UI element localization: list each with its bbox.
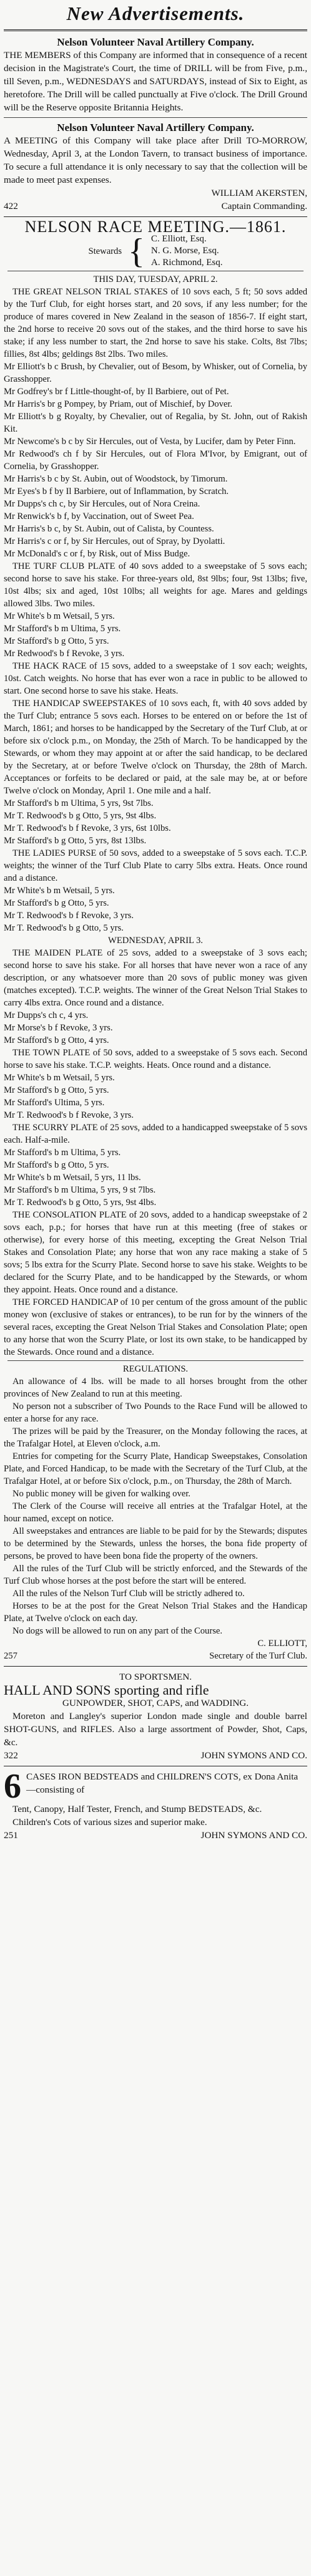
volunteer-notice-2 <box>0 120 311 214</box>
regulations-sig-title: Secretary of the Turf Club. <box>209 1651 307 1661</box>
volunteer-notice-2-footer <box>4 200 307 213</box>
regulation-item: All sweepstakes and entrances are liable to be paid for by the Stewards; disputes to be determined by the Stewards, unless the horses, the bona fide property of persons, be proved to have been bona fide the property of the owners. <box>4 1526 307 1561</box>
ad-ref-number: 422 <box>4 201 18 211</box>
merchant-name: JOHN SYMONS AND CO. <box>200 1830 307 1841</box>
volunteer-notice-1-title: Nelson Volunteer Naval Artillery Company. <box>57 36 254 48</box>
steward-name: N. G. Morse, Esq. <box>151 246 219 256</box>
stewards-block <box>4 233 307 269</box>
entry-line: Mr Stafford's b g Otto, 5 yrs. <box>4 636 109 646</box>
scurry-plate-text: THE SCURRY PLATE of 25 sovs, added to a handicapped sweepstake of 5 sovs each. Half-a-mile. <box>4 1123 307 1145</box>
volunteer-notice-2-title: Nelson Volunteer Naval Artillery Company. <box>57 122 254 133</box>
bedsteads-lead <box>4 1767 307 1806</box>
consolation-plate-text: THE CONSOLATION PLATE of 20 sovs, added to a handicap sweepstake of 2 sovs each, p.p.; for horses that have run at this meeting (free of stakes or otherwise), for every horse of this meeting, excepting the Great Nelson Trial Stakes and Consolation Plate; any horse that won any race making a stake of 5 sovs; 5 lbs extra for the Scurry Plate. Second horse to save his stake. Weights to be declared for the Scurry Plate, and to be handicapped by the Stewards, or whom they appoint. Heats. Once round and a distance. <box>4 1210 307 1295</box>
trial-entries <box>4 361 307 560</box>
entry-line: Mr Morse's b f Revoke, 3 yrs. <box>4 1023 113 1033</box>
entry-line: Mr McDonald's c or f, by Risk, out of Miss Budge. <box>4 549 190 559</box>
entry-line: Mr White's b m Wetsail, 5 yrs. <box>4 611 115 621</box>
entry-line: Mr White's b m Wetsail, 5 yrs, 11 lbs. <box>4 1173 141 1183</box>
entry-line: Mr T. Redwood's b g Otto, 5 yrs, 9st 4lbs. <box>4 1198 157 1208</box>
regulation-item: No person not a subscriber of Two Pounds to the Race Fund will be allowed to enter a horse for any race. <box>4 1402 307 1424</box>
brace-icon: { <box>128 231 145 271</box>
entry-line: Mr Eyes's b f by Il Barbiere, out of Inflammation, by Scratch. <box>4 487 229 496</box>
entry-line: Mr Dupps's ch c, 4 yrs. <box>4 1010 89 1020</box>
entry-line: Mr Stafford's Ultima, 5 yrs. <box>4 1098 105 1108</box>
stewards-label: Stewards <box>88 246 122 256</box>
entry-line: Mr Harris's c or f, by Sir Hercules, out of Spray, by Dyolatti. <box>4 536 225 546</box>
masthead <box>0 0 311 26</box>
entry-line: Mr Stafford's b m Ultima, 5 yrs, 9st 7lbs. <box>4 798 154 808</box>
entry-line: Mr Elliott's b g Royalty, by Chevalier, out of Regalia, by St. John, out of Rakish Kit. <box>4 412 307 434</box>
sportsmen-body: Moreton and Langley's superior London made single and double barrel SHOT-GUNS, and RIFLES. Also a large assortment of Powder, Shot, Caps, &c. <box>4 1711 307 1748</box>
sportsmen-subtitle: GUNPOWDER, SHOT, CAPS, and WADDING. <box>62 1698 249 1708</box>
handicap-text: THE HANDICAP SWEEPSTAKES of 10 sovs each, ft, with 40 sovs added by the Turf Club; entrance 5 sovs each. Horses to be entered on or before the 1st of March, 1861; and horses to be handicapped by the Secretary of the Turf Club, at or before six o'clock p.m., on Monday, the 25th of March. To be handicapped by the Stewards, or whom they may appoint at or after the said handicap, to be declared by the Secretary, at or before Twelve o'clock on Thursday, the 28th of March. Acceptances or forfeits to be declared or paid, at the sale may be, at or before Twelve o'clock on Monday, April 1. One mile and a half. <box>4 699 307 796</box>
stewards-list <box>151 233 223 269</box>
merchant-name: JOHN SYMONS AND CO. <box>200 1750 307 1761</box>
entry-line: Mr Harris's br g Pompey, by Priam, out of Mischief, by Dover. <box>4 399 233 409</box>
regulation-item: Entries for competing for the Scurry Plate, Handicap Sweepstakes, Consolation Plate, and Forced Handicap, to be made with the Secretary of the Turf Club, at the Trafalgar Hotel, at or before Six o'clock, p.m., on Thursday, the 28th of March. <box>4 1451 307 1486</box>
divider <box>7 1360 304 1361</box>
regulations-heading: REGULATIONS. <box>122 1364 189 1374</box>
entry-line: Mr T. Redwood's b g Otto, 5 yrs, 9st 4lbs. <box>4 811 157 821</box>
bedsteads-count: 6 <box>4 1767 21 1806</box>
ad-ref-number: 257 <box>4 1651 17 1661</box>
ad-ref-number: 322 <box>4 1750 18 1761</box>
turf-club-plate-text: THE TURF CLUB PLATE of 40 sovs added to a sweepstake of 5 sovs each; second horse to save his stake. For three-years old, 8st 9lbs; four, 9st 13lbs; five, 10st 4lbs; six and aged, 10st 10lbs; all weights for age. Mares and geldings allowed 3lbs. Two miles. <box>4 561 307 609</box>
regulation-item: An allowance of 4 lbs. will be made to all horses brought from the other provinces of New Zealand to run at this meeting. <box>4 1377 307 1399</box>
bedsteads-line3: Children's Cots of various sizes and superior make. <box>12 1817 207 1828</box>
entry-line: Mr T. Redwood's b f Revoke, 3 yrs. <box>4 911 134 921</box>
handicap-entries <box>4 797 307 847</box>
regulation-item: All the rules of the Nelson Turf Club will be strictly adhered to. <box>12 1589 245 1599</box>
forced-handicap-text: THE FORCED HANDICAP of 10 per centum of the gross amount of the public money won (exclusive of stakes or entrances), to be run for by the winners of the several races, excepting the Great Nelson Trial Stakes and Consolation Plate; open to any horse that won the Scurry Plate, or lost its own stake, to be handicapped by the Stewards. Once round and a distance. <box>4 1297 307 1357</box>
sportsmen-footer <box>4 1749 307 1762</box>
regulation-item: The prizes will be paid by the Treasurer, on the Monday following the races, at the Trafalgar Hotel, at Eleven o'clock, a.m. <box>4 1426 307 1449</box>
entry-line: Mr White's b m Wetsail, 5 yrs. <box>4 886 115 896</box>
entry-line: Mr Newcome's b c by Sir Hercules, out of Vesta, by Lucifer, dam by Peter Finn. <box>4 437 296 447</box>
entry-line: Mr Stafford's b m Ultima, 5 yrs, 9 st 7lbs. <box>4 1185 156 1195</box>
scurry-entries <box>4 1146 307 1209</box>
regulations-footer <box>4 1650 307 1662</box>
entry-line: Mr Elliott's b c Brush, by Chevalier, out of Besom, by Whisker, out of Cornelia, by Grasshopper. <box>4 362 307 384</box>
volunteer-notice-2-sig-title: Captain Commanding. <box>221 201 307 211</box>
divider <box>4 29 307 31</box>
steward-name: C. Elliott, Esq. <box>151 234 207 244</box>
regulation-item: No dogs will be allowed to run on any part of the Course. <box>12 1626 222 1636</box>
entry-line: Mr T. Redwood's b g Otto, 5 yrs. <box>4 923 124 933</box>
ad-ref-number: 251 <box>4 1830 18 1841</box>
entry-line: Mr Redwood's b f Revoke, 3 yrs. <box>4 649 125 659</box>
entry-line: Mr T. Redwood's b f Revoke, 3 yrs. <box>4 1110 134 1120</box>
volunteer-notice-1-body: THE MEMBERS of this Company are informed that in consequence of a recent decision in the Magistrate's Court, the time of DRILL will be from Five, p.m., till Seven, p.m., WEDNESDAYS and SATURDAYS, instead of Six to Eight, as heretofore. The Drill will be called punctually at Five o'clock. The Drill Ground will be the Reserve opposite Britannia Heights. <box>4 50 307 113</box>
regulations-list <box>4 1375 307 1637</box>
race-meeting-ad <box>0 220 311 1663</box>
entry-line: Mr Stafford's b g Otto, 5 yrs. <box>4 898 109 908</box>
divider <box>4 1666 307 1667</box>
town-entries <box>4 1072 307 1121</box>
turf-entries <box>4 610 307 660</box>
town-plate-text: THE TOWN PLATE of 50 sovs, added to a sweepstake of 5 sovs each. Second horse to save his stake. T.C.P. weights. Heats. Once round and a distance. <box>4 1048 307 1070</box>
ladies-entries <box>4 884 307 934</box>
regulation-item: The Clerk of the Course will receive all entries at the Trafalgar Hotel, at the hour named, except on notice. <box>4 1501 307 1524</box>
divider <box>4 117 307 118</box>
day1-heading: THIS DAY, TUESDAY, APRIL 2. <box>93 274 218 284</box>
entry-line: Mr Stafford's b m Ultima, 5 yrs. <box>4 1148 121 1158</box>
volunteer-notice-1 <box>0 34 311 115</box>
entry-line: Mr Stafford's b g Otto, 5 yrs, 8st 13lbs. <box>4 836 147 846</box>
maiden-entries <box>4 1009 307 1047</box>
day2-heading: WEDNESDAY, APRIL 3. <box>108 936 203 946</box>
entry-line: Mr Dupps's ch c, by Sir Hercules, out of Nora Creina. <box>4 499 200 509</box>
regulation-item: Horses to be at the post for the Great Nelson Trial Stakes and the Handicap Plate, at Twelve o'clock on each day. <box>4 1601 307 1624</box>
hack-race-text: THE HACK RACE of 15 sovs, added to a sweepstake of 1 sov each; weights, 10st. Catch weights. No horse that has ever won a race in public to be allowed to start. One second horse to save his stake. Heats. <box>4 661 307 696</box>
entry-line: Mr Stafford's b m Ultima, 5 yrs. <box>4 624 121 634</box>
sportsmen-heading: TO SPORTSMEN. <box>119 1672 192 1682</box>
entry-line: Mr Harris's b c by St. Aubin, out of Woodstock, by Timorum. <box>4 474 228 484</box>
regulations-signature: C. ELLIOTT, <box>257 1639 307 1649</box>
entry-line: Mr Stafford's b g Otto, 5 yrs. <box>4 1085 109 1095</box>
volunteer-notice-2-body: A MEETING of this Company will take place after Drill TO-MORROW, Wednesday, April 3, at the London Tavern, to transact business of importance. To secure a full attendance it is only necessary to say that the collection will be made to meet past expenses. <box>4 135 307 185</box>
steward-name: A. Richmond, Esq. <box>151 258 223 268</box>
regulation-item: All the rules of the Turf Club will be strictly enforced, and the Stewards of the Turf Club whose horses at the post before the start will be entered. <box>4 1564 307 1586</box>
entry-line: Mr T. Redwood's b f Revoke, 3 yrs, 6st 10lbs. <box>4 823 171 833</box>
ladies-purse-text: THE LADIES PURSE of 50 sovs, added to a sweepstake of 5 sovs each. T.C.P. weights; the winner of the Turf Club Plate to carry 5lbs extra. Heats. Once round and a distance. <box>4 848 307 883</box>
entry-line: Mr Stafford's b g Otto, 4 yrs. <box>4 1035 109 1045</box>
masthead-title: New Advertisements. <box>66 2 245 24</box>
regulation-item: No public money will be given for walking over. <box>12 1489 190 1499</box>
entry-line: Mr Stafford's b g Otto, 5 yrs. <box>4 1160 109 1170</box>
bedsteads-ad <box>0 1769 311 1843</box>
entry-line: Mr Redwood's ch f by Sir Hercules, out of Flora M'Ivor, by Emigrant, out of Cornelia, by Grasshopper. <box>4 449 307 472</box>
bedsteads-line2: Tent, Canopy, Half Tester, French, and Stump BEDSTEADS, &c. <box>12 1804 262 1814</box>
race-meeting-title: NELSON RACE MEETING.—1861. <box>24 218 287 236</box>
entry-line: Mr Harris's b c, by St. Aubin, out of Calista, by Countess. <box>4 524 214 534</box>
sportsmen-title: HALL AND SONS sporting and rifle <box>4 1682 209 1698</box>
maiden-plate-text: THE MAIDEN PLATE of 25 sovs, added to a sweepstake of 3 sovs each; second horse to save his stake. For all horses that have never won a race of any description, or any whatsoever more than 20 sovs of public money was given (matches excepted). T.C.P. weights. The winner of the Great Nelson Trial Stakes to carry 4lbs extra. Once round and a distance. <box>4 948 307 1008</box>
divider <box>4 216 307 217</box>
trial-stakes-text: THE GREAT NELSON TRIAL STAKES of 10 sovs each, 5 ft; 50 sovs added by the Turf Club, for eight horses start, and 20 sovs, if any less number; for the produce of mares covered in New Zealand in the season of 1856-7. If eight start, the 2nd horse to receive 20 sovs out of the stakes, and the third horse to save his stake; if any less number to start, the 2nd horse to save his stake. Colts, 8st 7lbs; fillies, 8st 4lbs; geldings 8st 2lbs. Two miles. <box>4 287 307 359</box>
bedsteads-line1: CASES IRON BEDSTEADS and CHILDREN'S COTS, ex Dona Anita—consisting of <box>26 1771 299 1795</box>
entry-line: Mr Renwick's b f, by Vaccination, out of Sweet Pea. <box>4 511 194 521</box>
bedsteads-footer <box>4 1829 307 1842</box>
sportsmen-ad <box>0 1669 311 1763</box>
entry-line: Mr Godfrey's br f Little-thought-of, by Il Barbiere, out of Pet. <box>4 387 229 397</box>
entry-line: Mr White's b m Wetsail, 5 yrs. <box>4 1073 115 1083</box>
volunteer-notice-2-signature: WILLIAM AKERSTEN, <box>211 188 307 198</box>
